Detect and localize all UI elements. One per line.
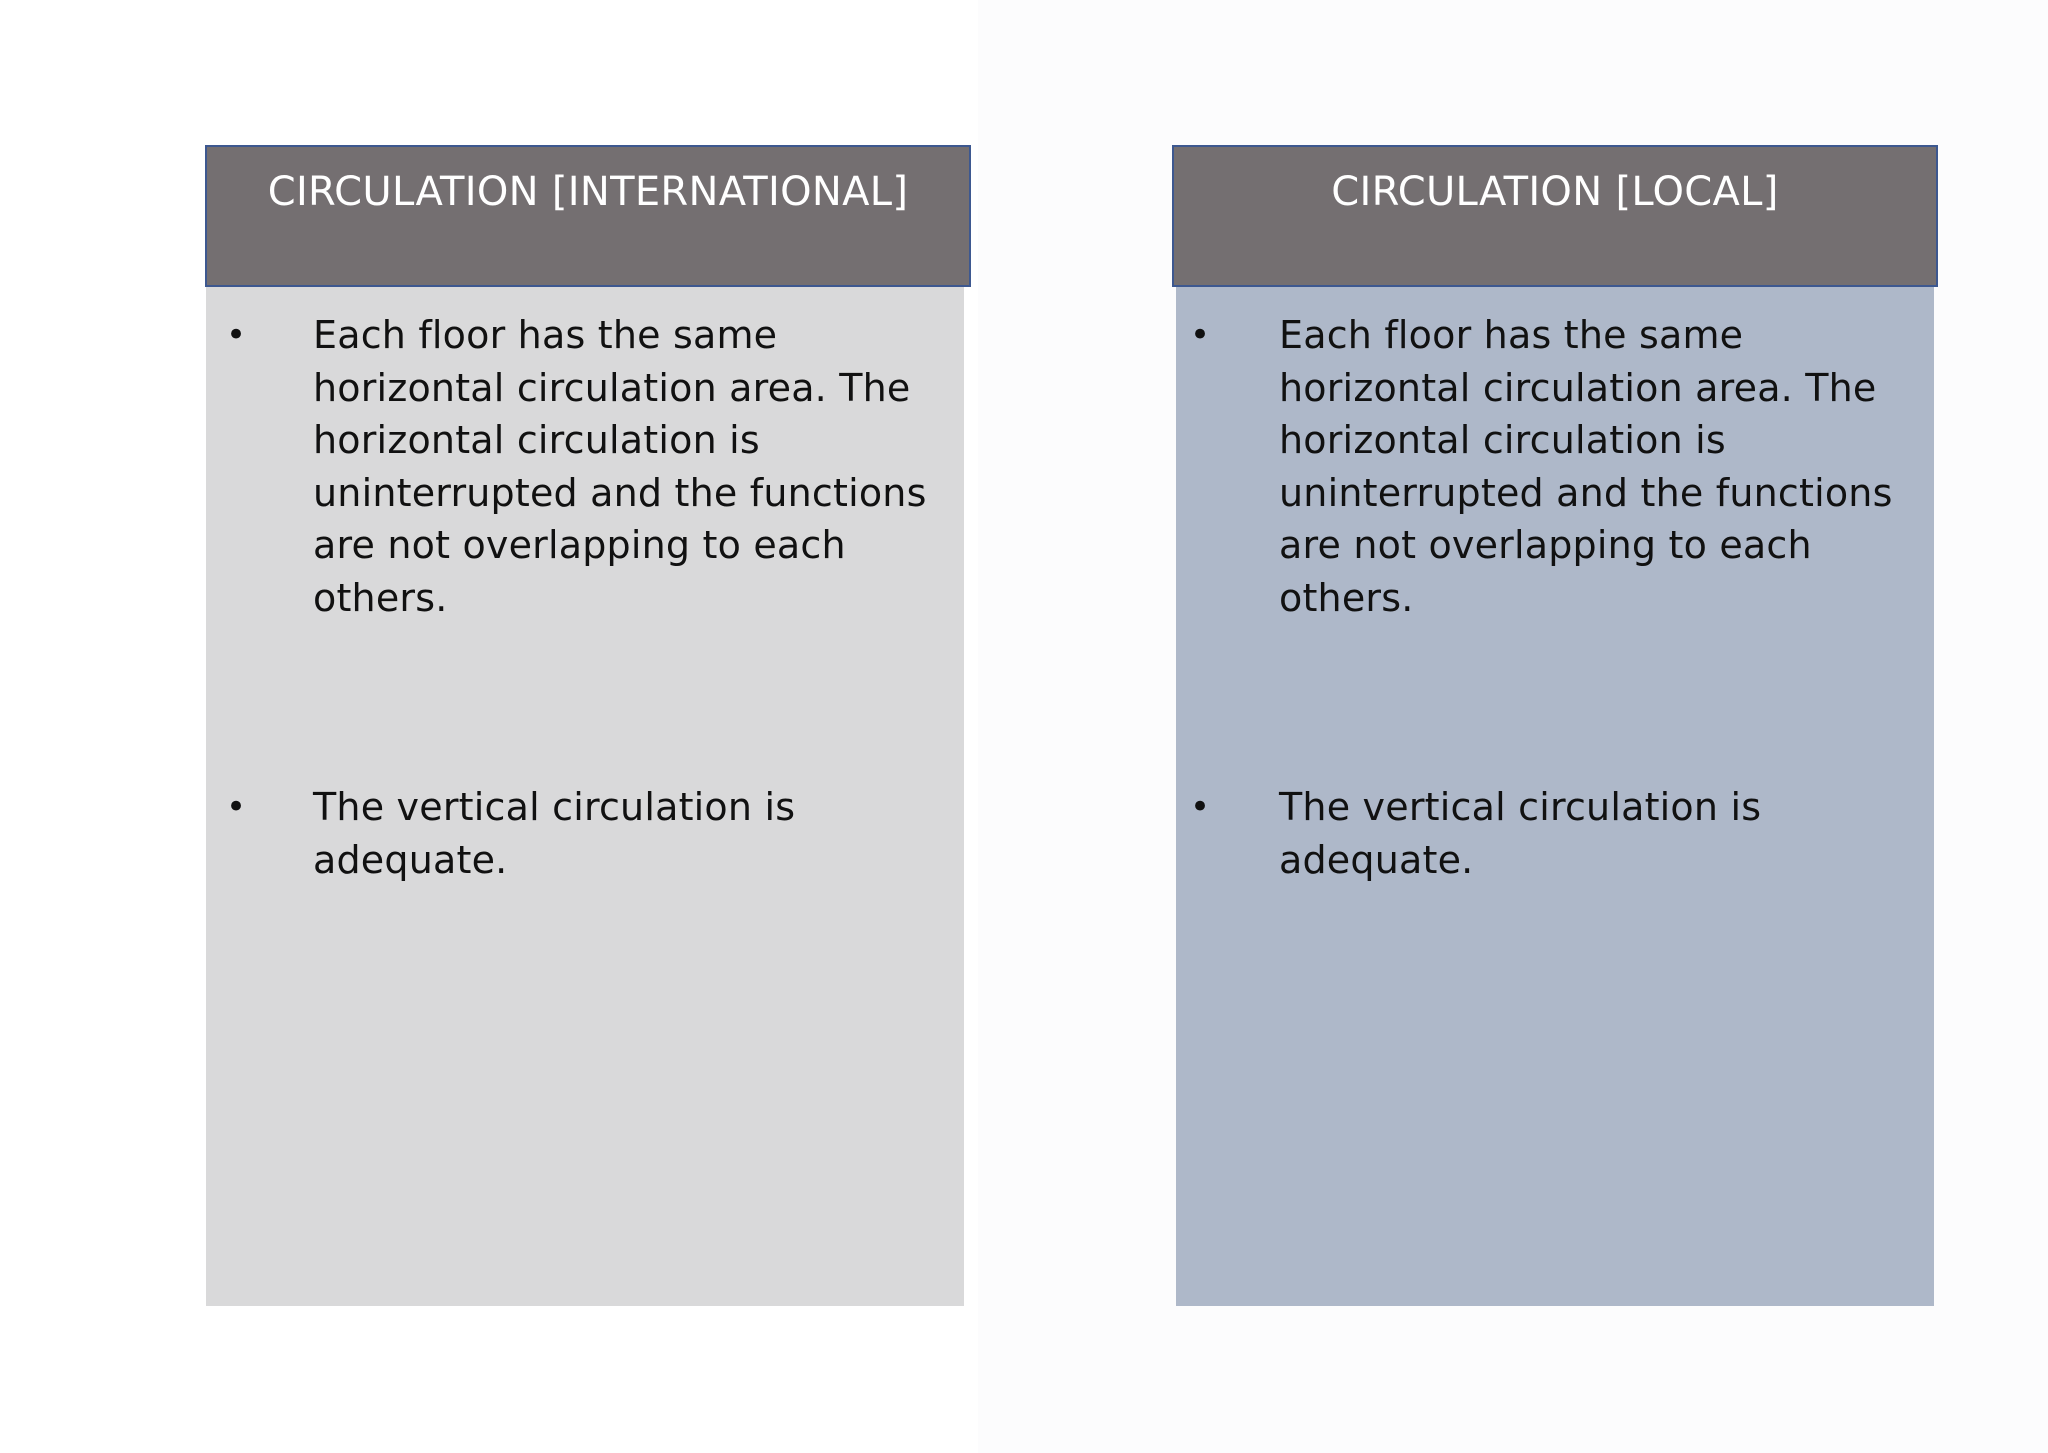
column-body-local	[1176, 287, 1934, 1306]
bullet-marker: •	[226, 787, 247, 827]
column-body-international	[206, 287, 964, 1306]
bullet-item-vertical-circulation: The vertical circulation is adequate.	[1279, 785, 1762, 882]
bullet-marker: •	[1190, 315, 1211, 355]
bullet-marker: •	[226, 315, 247, 355]
column-header-international	[205, 145, 971, 287]
bullet-item-horizontal-circulation: Each floor has the same horizontal circulation area. The horizontal circulation is uninterrupted and the functions are not overlapping to each others.	[313, 313, 927, 620]
column-title-international: CIRCULATION [INTERNATIONAL]	[267, 169, 909, 215]
column-circulation-international	[205, 0, 971, 1453]
column-circulation-local	[1172, 0, 1938, 1453]
bullet-item-horizontal-circulation: Each floor has the same horizontal circulation area. The horizontal circulation is uninterrupted and the functions are not overlapping to each others.	[1279, 313, 1893, 620]
column-title-local: CIRCULATION [LOCAL]	[1331, 169, 1779, 215]
bullet-marker: •	[1190, 787, 1211, 827]
bullet-item-vertical-circulation: The vertical circulation is adequate.	[313, 785, 796, 882]
column-header-local	[1172, 145, 1938, 287]
